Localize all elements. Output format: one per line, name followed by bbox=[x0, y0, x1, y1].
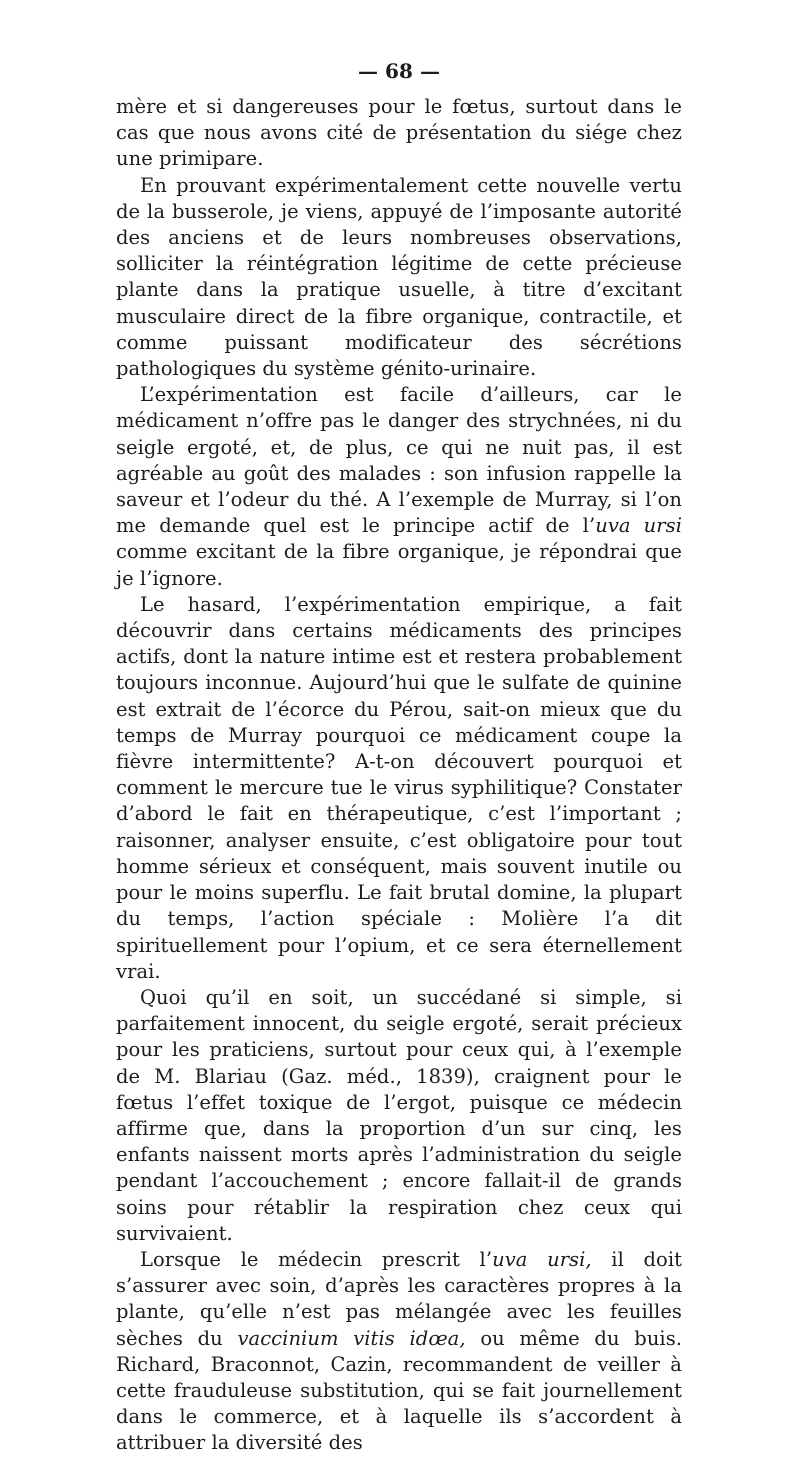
text-run: ou même du buis. Richard, Braconnot, Cazin, recommandent de veiller à cette frauduleuse substitution, qui se fait journellement dans le commerce, et à laquelle ils s’accordent à attribuer la diversité des bbox=[116, 1326, 683, 1455]
text-run: comme excitant de la fibre organique, je répondrai que je l’ignore. bbox=[116, 540, 682, 590]
paragraph bbox=[116, 94, 682, 173]
text-run: il doit s’assurer avec soin, d’après les caractères propres à la plante, qu’elle n’est pas mélangée avec les feuilles sèches du bbox=[116, 1247, 682, 1350]
text-run: Le hasard, l’expérimentation empirique, a fait découvrir dans certains médicaments des principes actifs, dont la nature intime est et restera probablement toujours inconnue. Aujourd’hui que le sulfate de quinine est extrait de l’écorce du Pérou, sait-on mieux que du temps de Murray pourquoi ce médicament coupe la fièvre intermittente? A-t-on découvert pourquoi et comment le mercure tue le virus syphilitique? Constater d’abord le fait en thérapeutique, c’est l’important ; raisonner, analyser ensuite, c’est obligatoire pour tout homme sérieux et conséquent, mais souvent inutile ou pour le moins superflu. Le fait brutal domine, la plupart du temps, l’action spéciale : Molière l’a dit spirituellement pour l’opium, et ce sera éternellement vrai. bbox=[116, 592, 682, 983]
text-run: En prouvant expérimentalement cette nouvelle vertu de la busserole, je viens, appuyé de l’imposante autorité des anciens et de leurs nombreuses observations, solliciter la réintégration légitime de cette précieuse plante dans la pratique usuelle, à titre d’excitant musculaire direct de la fibre organique, contractile, et comme puissant modificateur des sécrétions pathologiques du système génito-urinaire. bbox=[116, 173, 682, 381]
text-run: Lorsque le médecin prescrit l’ bbox=[140, 1247, 493, 1271]
paragraph bbox=[116, 592, 682, 985]
italic-text: uva ursi, bbox=[492, 1247, 592, 1271]
page-number: — 68 — bbox=[357, 59, 441, 83]
text-run: L’expérimentation est facile d’ailleurs, car le médicament n’offre pas le danger des strychnées, ni du seigle ergoté, et, de plus, ce qui ne nuit pas, il est agréable au goût des malades : son infusion rappelle la saveur et l’odeur du thé. A l’exemple de Murray, si l’on me demande quel est le principe actif de l’ bbox=[116, 383, 682, 538]
paragraph bbox=[116, 1247, 682, 1457]
paragraph bbox=[116, 173, 682, 383]
text-run: Quoi qu’il en soit, un succédané si simple, si parfaitement innocent, du seigle ergoté, serait précieux pour les praticiens, surtout pour ceux qui, à l’exemple de M. Blariau (Gaz. méd., 1839), craignent pour le fœtus l’effet toxique de l’ergot, puisque ce médecin affirme que, dans la proportion d’un sur cinq, les enfants naissent morts après l’administration du seigle pendant l’accouchement ; encore fallait-il de grands soins pour rétablir la respiration chez ceux qui survivaient. bbox=[116, 985, 682, 1245]
document-page bbox=[116, 56, 682, 1457]
paragraph bbox=[116, 382, 682, 592]
text-run: mère et si dangereuses pour le fœtus, surtout dans le cas que nous avons cité de présentation du siége chez une primipare. bbox=[116, 95, 682, 171]
paragraph bbox=[116, 985, 682, 1247]
italic-text: uva ursi bbox=[595, 514, 682, 538]
italic-text: vaccinium vitis idœa, bbox=[237, 1326, 466, 1350]
